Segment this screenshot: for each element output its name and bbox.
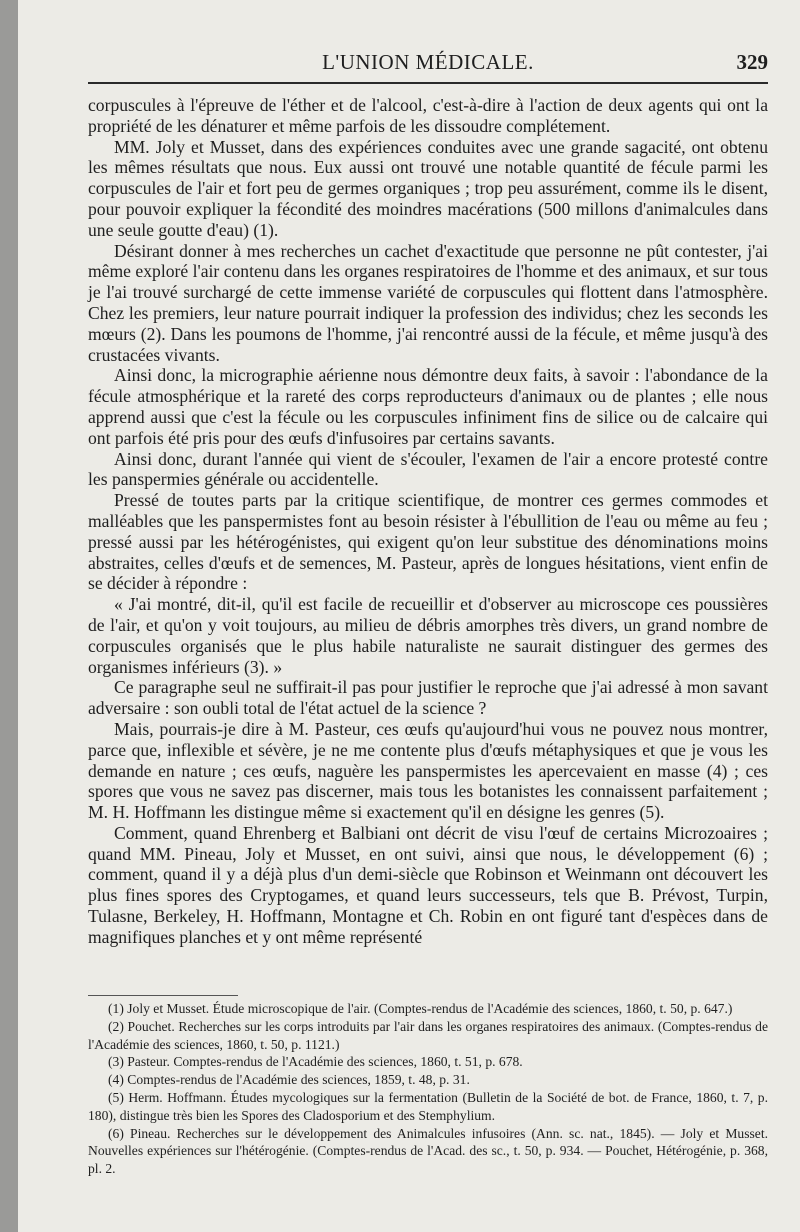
paragraph: corpuscules à l'épreuve de l'éther et de l'alcool, c'est-à-dire à l'action de deux agents qui ont la propriété de les dénaturer et même parfois de les dissoudre complétement. <box>88 95 768 136</box>
page-header <box>88 50 768 80</box>
paragraph: Comment, quand Ehrenberg et Balbiani ont décrit de visu l'œuf de certains Microzoaires ; quand MM. Pineau, Joly et Musset, en ont suivi, ainsi que nous, le développement (6) ; comment, quand il y a déjà plus d'un demi-siècle que Robinson et Weinmann ont découvert les plus fines spores des Cryptogames, et quand leurs successeurs, tels que B. Prévost, Turpin, Tulasne, Berkeley, H. Hoffmann, Montagne et Ch. Robin en ont figuré tant d'espèces dans de magnifiques planches et y ont même représenté <box>88 822 768 947</box>
footnote: (6) Pineau. Recherches sur le développement des Animalcules infusoires (Ann. sc. nat., 1845). — Joly et Musset. Nouvelles expériences sur l'hétérogénie. (Comptes-rendus de l'Acad. des sc., t. 50, p. 934. — Pouchet, Hétérogénie, p. 368, pl. 2. <box>88 1125 768 1177</box>
footnote: (3) Pasteur. Comptes-rendus de l'Académie des sciences, 1860, t. 51, p. 678. <box>108 1054 523 1070</box>
footnotes <box>88 1000 768 1178</box>
paragraph: Désirant donner à mes recherches un cachet d'exactitude que personne ne pût contester, j'ai même exploré l'air contenu dans les organes respiratoires de l'homme et des animaux, et sur tous je l'ai trouvé surchargé de cette immense variété de corpuscules qui flottent dans l'atmosphère. Chez les premiers, leur nature pourrait indiquer la profession des individus; chez les seconds les mœurs (2). Dans les poumons de l'homme, j'ai rencontré aussi de la fécule, et même jusqu'à des crustacées vivants. <box>88 240 768 365</box>
footnote: (2) Pouchet. Recherches sur les corps introduits par l'air dans les organes respiratoires des animaux. (Comptes-rendus de l'Académie des sciences, 1860, t. 50, p. 1121.) <box>88 1018 768 1052</box>
footnote: (5) Herm. Hoffmann. Études mycologiques sur la fermentation (Bulletin de la Société de bot. de France, 1860, t. 7, p. 180), distingue très bien les Spores des Cladosporium et des Stemphylium. <box>88 1089 768 1123</box>
paragraph: Pressé de toutes parts par la critique scientifique, de montrer ces germes commodes et malléables que les panspermistes font au besoin résister à l'ébullition de l'eau ou même au feu ; pressé aussi par les hétérogénistes, qui exigent qu'on leur substitue des dénominations moins abstraites, celles d'œufs et de semences, M. Pasteur, après de longues hésitations, vient enfin de se décider à répondre : <box>88 490 768 594</box>
paragraph: Mais, pourrais-je dire à M. Pasteur, ces œufs qu'aujourd'hui vous ne pouvez nous montrer, parce que, inflexible et sévère, je ne me contente plus d'œufs métaphysiques et que je vous les demande en nature ; ces œufs, naguère les panspermistes les apercevaient en masse (4) ; ces spores que vous ne savez pas discerner, mais tous les botanistes les connaissent parfaitement ; M. H. Hoffmann les distingue même si exactement qu'il en désigne les genres (5). <box>88 718 768 823</box>
running-title: L'UNION MÉDICALE. <box>322 50 534 74</box>
footnote: (4) Comptes-rendus de l'Académie des sciences, 1859, t. 48, p. 31. <box>108 1072 470 1088</box>
footnote-separator <box>88 995 238 996</box>
article-body <box>88 95 768 948</box>
quotation-paragraph: « J'ai montré, dit-il, qu'il est facile de recueillir et d'observer au microscope ces poussières de l'air, et qu'on y voit toujours, au milieu de débris amorphes très divers, un grand nombre de corpuscules organisés que le plus habile naturaliste ne saurait distinguer des germes des organismes inférieurs (3). » <box>88 594 768 677</box>
header-rule <box>88 82 768 84</box>
page-number: 329 <box>736 50 768 74</box>
footnote: (1) Joly et Musset. Étude microscopique de l'air. (Comptes-rendus de l'Académie des sciences, 1860, t. 50, p. 647.) <box>108 1001 733 1016</box>
paragraph: Ainsi donc, la micrographie aérienne nous démontre deux faits, à savoir : l'abondance de la fécule atmosphérique et la rareté des corps reproducteurs d'animaux ou de plantes ; elle nous apprend aussi que c'est la fécule ou les corpuscules infiniment fins de silice ou de calcaire qui ont parfois été pris pour des œufs d'infusoires par certains savants. <box>88 365 768 448</box>
paragraph: MM. Joly et Musset, dans des expériences conduites avec une grande sagacité, ont obtenu les mêmes résultats que nous. Eux aussi ont trouvé une notable quantité de fécule parmi les corpuscules de l'air et fort peu de germes organiques ; trop peu assurément, comme ils le disent, pour pouvoir expliquer la fécondité des moindres macérations (500 millons d'animalcules dans une seule goutte d'eau) (1). <box>88 136 768 240</box>
journal-page <box>18 0 800 1232</box>
paragraph: Ainsi donc, durant l'année qui vient de s'écouler, l'examen de l'air a encore protesté contre les panspermies générale ou accidentelle. <box>88 448 768 490</box>
paragraph: Ce paragraphe seul ne suffirait-il pas pour justifier le reproche que j'ai adressé à mon savant adversaire : son oubli total de l'état actuel de la science ? <box>88 677 768 719</box>
